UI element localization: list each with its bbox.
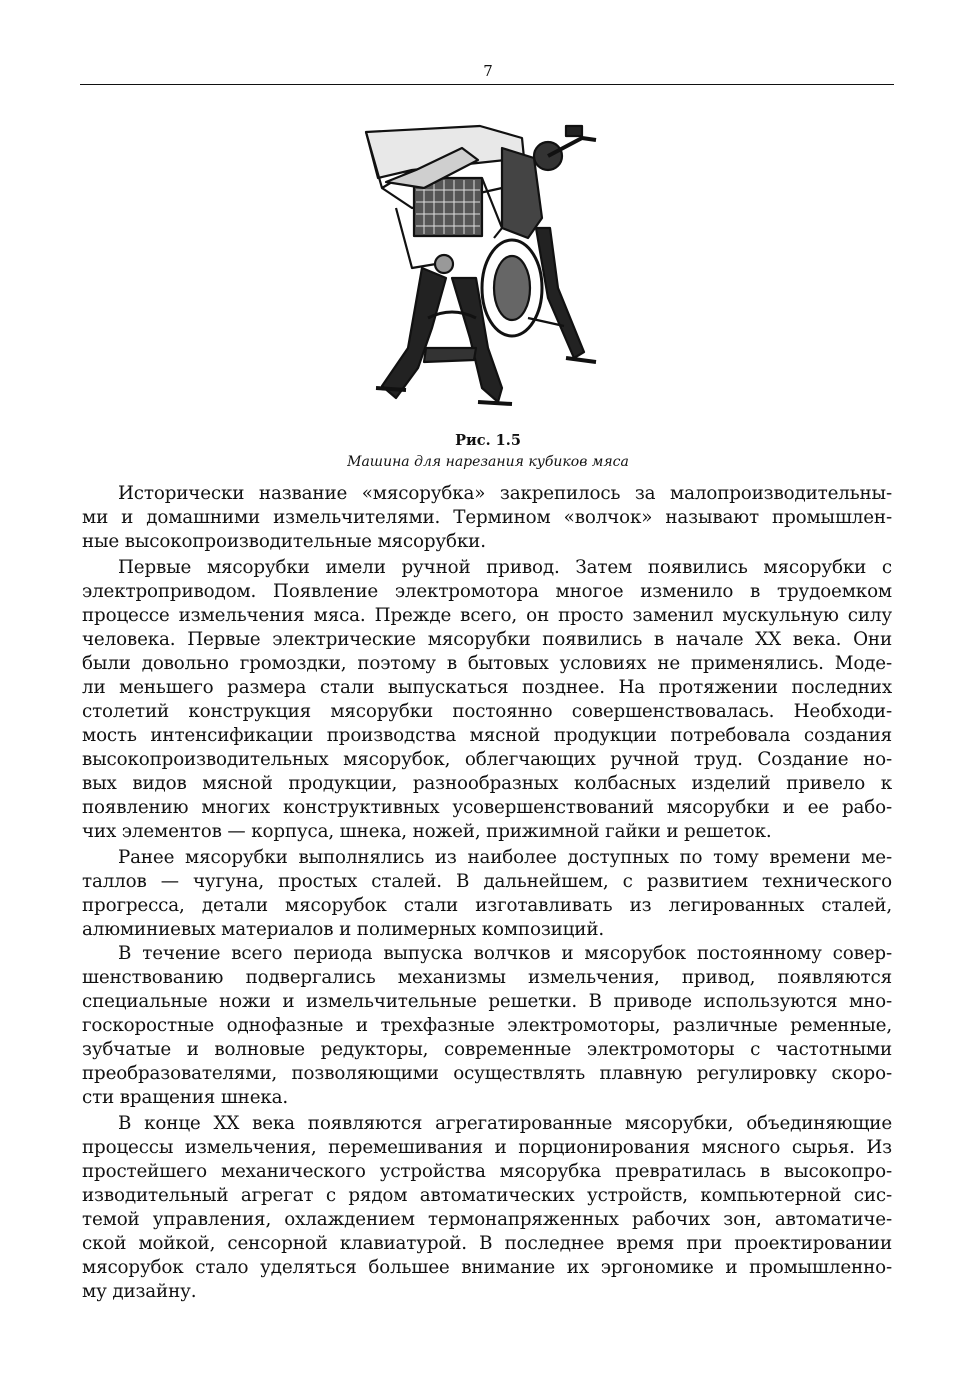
text-line: были довольно громоздки, поэтому в бытовых условиях не применялись. Моде- xyxy=(82,653,892,674)
meat-dicing-machine-illustration xyxy=(352,118,614,422)
text-line: темой управления, охлаждением термонапряженных рабочих зон, автоматиче- xyxy=(82,1209,892,1230)
text-line: специальные ножи и измельчительные решетки. В приводе используются мно- xyxy=(82,991,892,1012)
text-line: высокопроизводительных мясорубок, облегчающих ручной труд. Создание но- xyxy=(82,749,892,770)
text-line: электроприводом. Появление электромотора многое изменило в трудоемком xyxy=(82,581,892,602)
text-line: столетий конструкция мясорубки постоянно совершенствовалась. Необходи- xyxy=(82,701,892,722)
text-line: чих элементов — корпуса, шнека, ножей, прижимной гайки и решеток. xyxy=(82,821,772,842)
text-line: госкоростные однофазные и трехфазные электромоторы, различные ременные, xyxy=(82,1015,892,1036)
text-line: таллов — чугуна, простых сталей. В дальнейшем, с развитием технического xyxy=(82,871,892,892)
text-line: появлению многих конструктивных усовершенствований мясорубки и ее рабо- xyxy=(82,797,892,818)
text-line: вых видов мясной продукции, разнообразных колбасных изделий привело к xyxy=(82,773,892,794)
text-line: Первые мясорубки имели ручной привод. Затем появились мясорубки с xyxy=(118,557,892,578)
text-line: ми и домашними измельчителями. Термином «волчок» называют промышлен- xyxy=(82,507,892,528)
text-line: мясорубок стало уделяться большее внимание их эргономике и промышленно- xyxy=(82,1257,892,1278)
text-line: преобразователями, позволяющими осуществлять плавную регулировку скоро- xyxy=(82,1063,892,1084)
text-line: изводительный агрегат с рядом автоматических устройств, компьютерной сис- xyxy=(82,1185,892,1206)
text-line: В конце XX века появляются агрегатированные мясорубки, объединяющие xyxy=(118,1113,892,1134)
text-line: Исторически название «мясорубка» закрепилось за малопроизводительны- xyxy=(118,483,892,504)
text-line: алюминиевых материалов и полимерных композиций. xyxy=(82,919,605,940)
page-number: 7 xyxy=(483,62,493,80)
text-line: В течение всего периода выпуска волчков и мясорубок постоянному совер- xyxy=(118,943,892,964)
text-line: процессе измельчения мяса. Прежде всего, он просто заменил мускульную силу xyxy=(82,605,892,626)
figure-label: Рис. 1.5 xyxy=(455,432,521,449)
text-line: ные высокопроизводительные мясорубки. xyxy=(82,531,486,552)
text-line: зубчатые и волновые редукторы, современные электромоторы с частотными xyxy=(82,1039,892,1060)
figure-illustration xyxy=(352,118,614,422)
text-line: мость интенсификации производства мясной продукции потребовала создания xyxy=(82,725,892,746)
text-line: ской мойкой, сенсорной клавиатурой. В последнее время при проектировании xyxy=(82,1233,892,1254)
text-line: Ранее мясорубки выполнялись из наиболее доступных по тому времени ме- xyxy=(118,847,892,868)
text-line: процессы измельчения, перемешивания и порционирования мясного сырья. Из xyxy=(82,1137,892,1158)
header-rule xyxy=(80,84,894,85)
text-line: сти вращения шнека. xyxy=(82,1087,289,1108)
figure-caption: Машина для нарезания кубиков мяса xyxy=(347,454,629,470)
text-line: шенствованию подвергались механизмы измельчения, привод, появляются xyxy=(82,967,892,988)
text-line: человека. Первые электрические мясорубки появились в начале XX века. Они xyxy=(82,629,892,650)
text-line: прогресса, детали мясорубок стали изготавливать из легированных сталей, xyxy=(82,895,892,916)
text-line: ли меньшего размера стали выпускаться позднее. На протяжении последних xyxy=(82,677,892,698)
text-line: простейшего механического устройства мясорубка превратилась в высокопро- xyxy=(82,1161,892,1182)
text-line: му дизайну. xyxy=(82,1281,197,1302)
